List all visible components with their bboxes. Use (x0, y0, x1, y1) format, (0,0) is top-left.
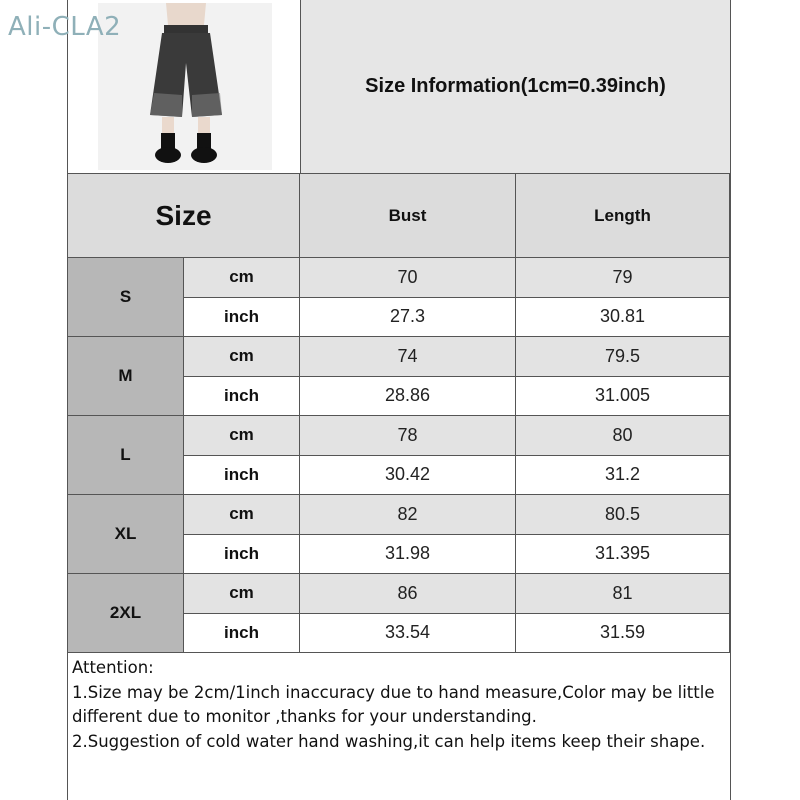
notes-line-2: different due to monitor ,thanks for your understanding. (72, 707, 537, 726)
length-value: 79.5 (516, 337, 730, 377)
size-chart (67, 0, 731, 800)
length-value: 81 (516, 574, 730, 614)
unit-label: inch (184, 377, 300, 417)
bust-value: 30.42 (300, 456, 516, 496)
product-photo (98, 3, 272, 170)
bust-value: 86 (300, 574, 516, 614)
column-header-size: Size (68, 174, 300, 258)
length-value: 79 (516, 258, 730, 298)
bust-value: 28.86 (300, 377, 516, 417)
bust-value: 31.98 (300, 535, 516, 575)
column-header-length: Length (516, 174, 730, 258)
size-label: 2XL (68, 574, 184, 653)
unit-label: inch (184, 298, 300, 338)
notes-line-1: 1.Size may be 2cm/1inch inaccuracy due to hand measure,Color may be little (72, 682, 715, 702)
unit-label: inch (184, 535, 300, 575)
notes-line-3: 2.Suggestion of cold water hand washing,it can help items keep their shape. (72, 731, 706, 751)
length-value: 31.59 (516, 614, 730, 654)
unit-label: inch (184, 456, 300, 496)
bust-value: 27.3 (300, 298, 516, 338)
page-title: Size Information(1cm=0.39inch) (301, 0, 730, 173)
unit-label: cm (184, 416, 300, 456)
length-value: 80.5 (516, 495, 730, 535)
attention-notes (68, 654, 730, 800)
notes-heading: Attention: (72, 658, 154, 677)
size-label: XL (68, 495, 184, 574)
unit-label: cm (184, 574, 300, 614)
unit-label: cm (184, 495, 300, 535)
bust-value: 74 (300, 337, 516, 377)
unit-label: cm (184, 337, 300, 377)
length-value: 31.395 (516, 535, 730, 575)
size-label: M (68, 337, 184, 416)
length-value: 31.2 (516, 456, 730, 496)
watermark: Ali-CLA2 (8, 12, 122, 42)
column-header-bust: Bust (300, 174, 516, 258)
unit-label: inch (184, 614, 300, 654)
length-value: 80 (516, 416, 730, 456)
size-label: L (68, 416, 184, 495)
bust-value: 78 (300, 416, 516, 456)
header-section (68, 0, 730, 174)
length-value: 31.005 (516, 377, 730, 417)
bust-value: 70 (300, 258, 516, 298)
size-label: S (68, 258, 184, 337)
unit-label: cm (184, 258, 300, 298)
bust-value: 82 (300, 495, 516, 535)
bust-value: 33.54 (300, 614, 516, 654)
length-value: 30.81 (516, 298, 730, 338)
